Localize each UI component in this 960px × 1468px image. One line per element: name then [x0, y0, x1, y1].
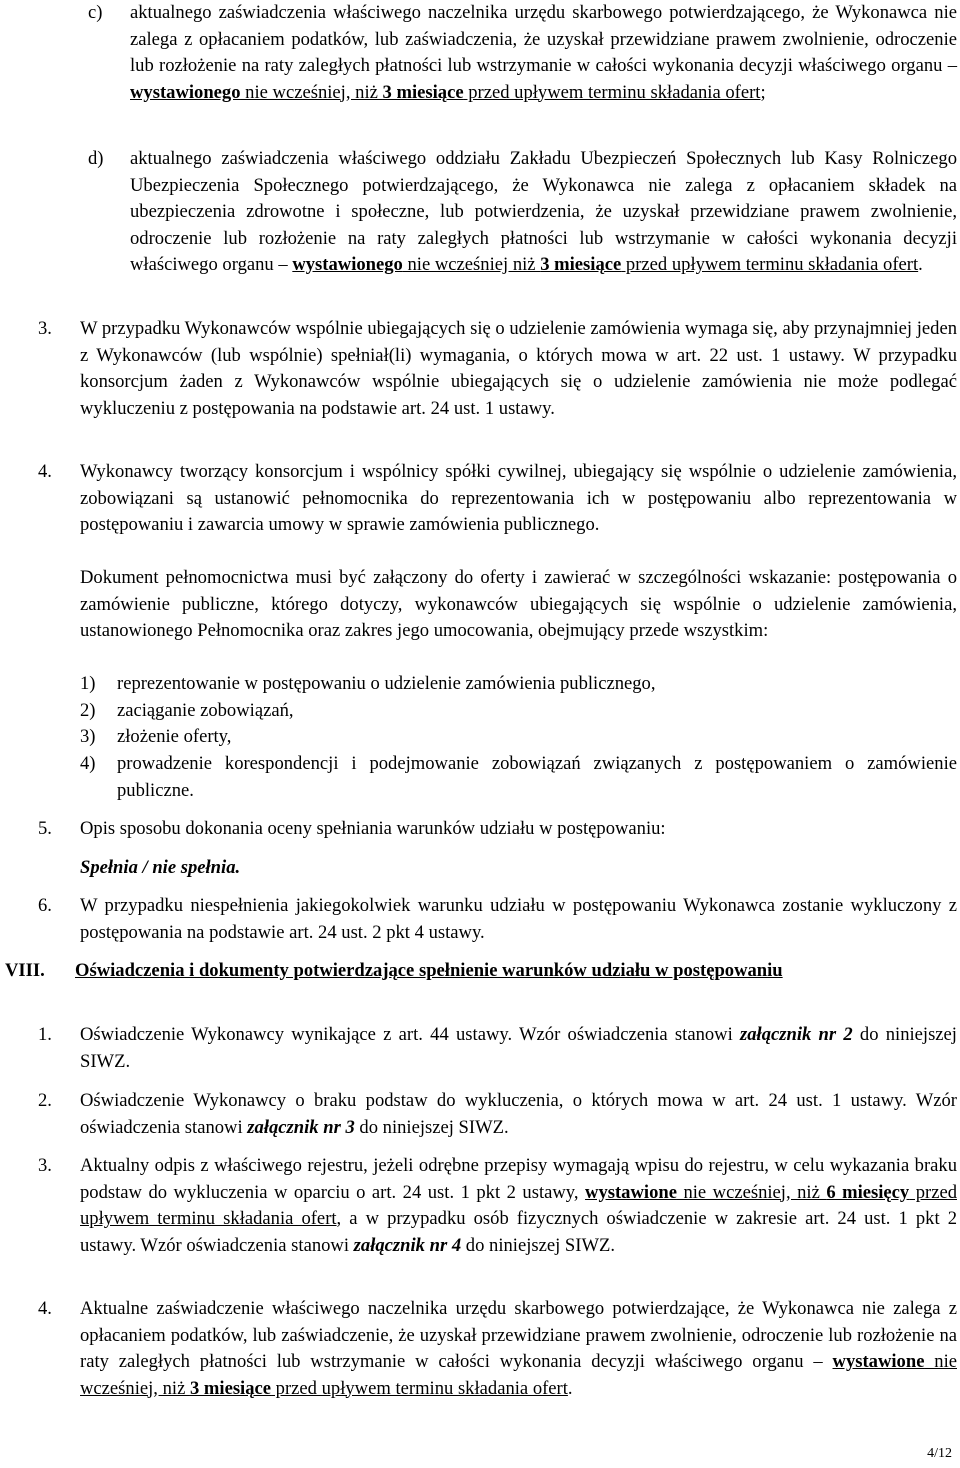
list-item: prowadzenie korespondencji i podejmowanie zobowiązań związanych z postępowaniem o zamówienie publiczne.: [117, 753, 957, 801]
para-label-5: 5.: [38, 818, 52, 839]
para-label-6: 6.: [38, 895, 52, 916]
doc-item-label-2: 2.: [38, 1090, 52, 1111]
item-label-d: d): [88, 148, 104, 169]
list-item-label: 4): [80, 753, 96, 774]
section-title: Oświadczenia i dokumenty potwierdzające spełnienie warunków udziału w postępowaniu: [75, 960, 783, 981]
page-number: 4/12: [927, 1446, 952, 1461]
list-item-label: 2): [80, 700, 96, 721]
doc-item-label-1: 1.: [38, 1024, 52, 1045]
para-3-text: W przypadku Wykonawców wspólnie ubiegających się o udzielenie zamówienia wymaga się, aby przynajmniej jeden z Wykonawców (lub wspólnie) spełniał(li) wymagania, o których mowa w art. 22 ust. 1 ustawy. W przypadku konsorcjum żaden z Wykonawców wspólnie ubiegających się o udzielenie zamówienia nie może podlegać wykluczeniu z postępowania na podstawie art. 24 ust. 1 ustawy.: [80, 318, 957, 419]
doc-item-1-text: Oświadczenie Wykonawcy wynikające z art. 44 ustawy. Wzór oświadczenia stanowi załącznik nr 2 do niniejszej SIWZ.: [80, 1024, 957, 1072]
list-item: złożenie oferty,: [117, 726, 232, 747]
para-label-4: 4.: [38, 461, 52, 482]
section-number: VIII.: [5, 960, 45, 981]
para-4-text: Wykonawcy tworzący konsorcjum i wspólnicy spółki cywilnej, ubiegający się wspólnie o udzielenie zamówienia, zobowiązani są ustanowić pełnomocnika do reprezentowania ich w postępowaniu albo reprezentowania w postępowaniu i zawarcia umowy w sprawie zamówienia publicznego.: [80, 461, 957, 535]
list-item: zaciąganie zobowiązań,: [117, 700, 294, 721]
item-label-c: c): [88, 2, 103, 23]
evaluation-result: Spełnia / nie spełnia.: [80, 857, 241, 878]
doc-item-4-text: Aktualne zaświadczenie właściwego naczelnika urzędu skarbowego potwierdzające, że Wykonawca nie zalega z opłacaniem podatków, lub zaświadczenie, że uzyskał przewidziane prawem zwolnienie, odroczenie lub rozłożenie na raty zaległych płatności lub wstrzymanie w całości wykonania decyzji właściwego organu – wystawione nie wcześniej, niż 3 miesiące przed upływem terminu składania ofert.: [80, 1298, 957, 1399]
para-label-3: 3.: [38, 318, 52, 339]
para-4-text2: Dokument pełnomocnictwa musi być załączony do oferty i zawierać w szczególności wskazanie: postępowania o zamówienie publiczne, którego dotyczy, wykonawców ubiegających się wspólnie o udzielenie zamówienia, ustanowionego Pełnomocnika oraz zakres jego umocowania, obejmujący przede wszystkim:: [80, 567, 957, 641]
doc-item-label-4: 4.: [38, 1298, 52, 1319]
doc-item-3-text: Aktualny odpis z właściwego rejestru, jeżeli odrębne przepisy wymagają wpisu do rejestru, w celu wykazania braku podstaw do wykluczenia w oparciu o art. 24 ust. 1 pkt 2 ustawy, wystawione nie wcześniej, niż 6 miesięcy przed upływem terminu składania ofert, a w przypadku osób fizycznych oświadczenie w zakresie art. 24 ust. 1 pkt 2 ustawy. Wzór oświadczenia stanowi załącznik nr 4 do niniejszej SIWZ.: [80, 1155, 957, 1256]
doc-item-label-3: 3.: [38, 1155, 52, 1176]
para-6-text: W przypadku niespełnienia jakiegokolwiek warunku udziału w postępowaniu Wykonawca zostanie wykluczony z postępowania na podstawie art. 24 ust. 2 pkt 4 ustawy.: [80, 895, 957, 943]
list-item-label: 1): [80, 673, 96, 694]
list-item: reprezentowanie w postępowaniu o udzielenie zamówienia publicznego,: [117, 673, 656, 694]
para-5-text: Opis sposobu dokonania oceny spełniania warunków udziału w postępowaniu:: [80, 818, 666, 839]
item-d-text: aktualnego zaświadczenia właściwego oddziału Zakładu Ubezpieczeń Społecznych lub Kasy Rolniczego Ubezpieczenia Społecznego potwierdzającego, że Wykonawca nie zalega z opłacaniem składek na ubezpieczenia zdrowotne i społeczne, lub potwierdzenia, że uzyskał przewidziane prawem zwolnienie, odroczenie lub rozłożenie na raty zaległych płatności lub wstrzymanie w całości wykonania decyzji właściwego organu – wystawionego nie wcześniej niż 3 miesiące przed upływem terminu składania ofert.: [130, 148, 957, 275]
item-c-text: aktualnego zaświadczenia właściwego naczelnika urzędu skarbowego potwierdzającego, że Wykonawca nie zalega z opłacaniem podatków, lub zaświadczenia, że uzyskał przewidziane prawem zwolnienie, odroczenie lub rozłożenie na raty zaległych płatności lub wstrzymanie w całości wykonania decyzji właściwego organu – wystawionego nie wcześniej, niż 3 miesiące przed upływem terminu składania ofert;: [130, 2, 957, 103]
doc-item-2-text: Oświadczenie Wykonawcy o braku podstaw do wykluczenia, o których mowa w art. 24 ust. 1 ustawy. Wzór oświadczenia stanowi załącznik nr 3 do niniejszej SIWZ.: [80, 1090, 957, 1138]
list-item-label: 3): [80, 726, 96, 747]
